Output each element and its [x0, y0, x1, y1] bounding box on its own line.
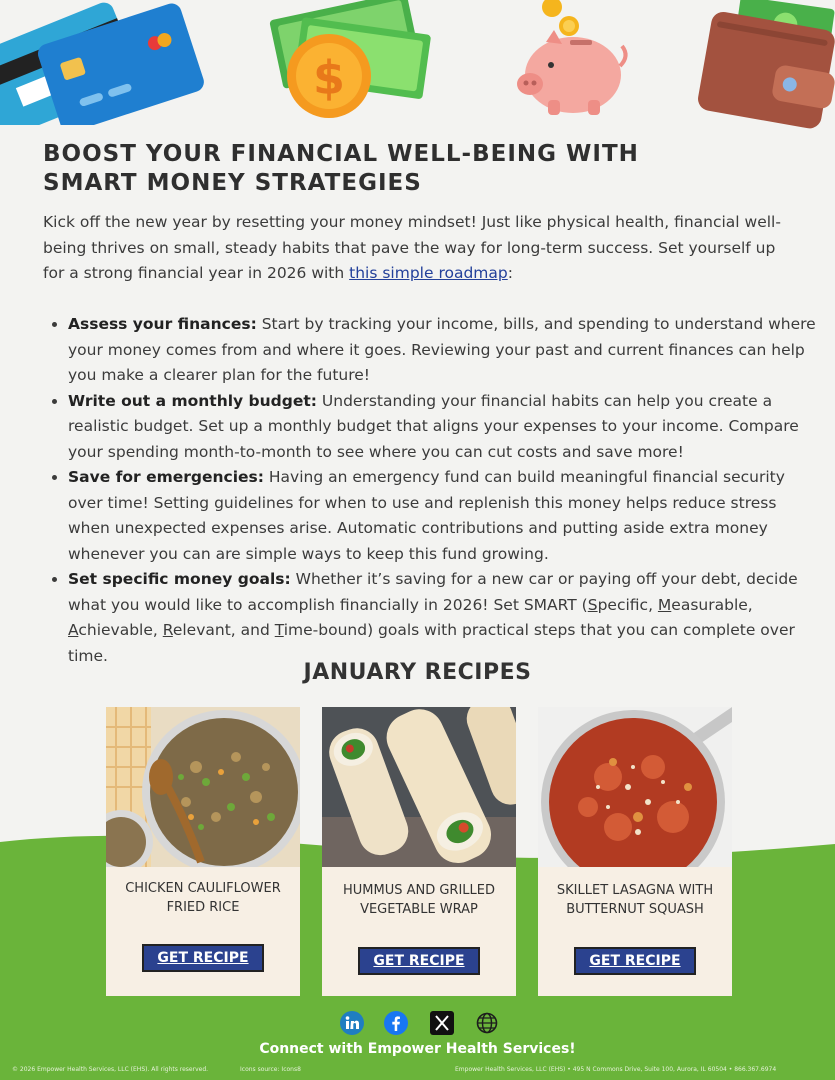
icons-source-text: Icons source: Icons8	[240, 1066, 301, 1073]
get-recipe-button[interactable]: GET RECIPE	[574, 947, 696, 975]
get-recipe-button[interactable]: GET RECIPE	[358, 947, 480, 975]
recipe-card	[106, 707, 300, 996]
recipe-card	[538, 707, 732, 996]
roadmap-link[interactable]: this simple roadmap	[349, 264, 508, 282]
linkedin-icon[interactable]	[340, 1011, 364, 1035]
copyright-text: © 2026 Empower Health Services, LLC (EHS). All rights reserved.	[12, 1066, 209, 1073]
get-recipe-button[interactable]: GET RECIPE	[142, 944, 264, 972]
intro-paragraph: Kick off the new year by resetting your money mindset! Just like physical health, financial well-being thrives on small, steady habits that pave the way for long-term success. Set yourself up for a strong financial year in 2026 with this simple roadmap:	[43, 213, 781, 282]
fried-rice-photo	[106, 707, 300, 867]
address-text: Empower Health Services, LLC (EHS) • 495 N Commons Drive, Suite 100, Aurora, IL 60504 • 866.367.6974	[455, 1066, 777, 1073]
list-item: • Save for emergencies: Having an emergency fund can build meaningful financial security over time! Setting guidelines for when to use and replenish this money helps reduce stress when unexpected expenses arise. Automatic contributions and putting aside extra money whenever you can are simple ways to keep this fund growing.	[68, 465, 823, 567]
x-icon[interactable]	[430, 1011, 454, 1035]
article-title: BOOST YOUR FINANCIAL WELL-BEING WITH SMART MONEY STRATEGIES	[43, 141, 639, 196]
tips-list	[43, 312, 823, 669]
hummus-wrap-photo	[322, 707, 516, 867]
lasagna-photo	[538, 707, 732, 867]
recipe-title: SKILLET LASAGNA WITH BUTTERNUT SQUASH	[556, 883, 714, 917]
list-item: • Set specific money goals: Whether it’s saving for a new car or paying off your debt, decide what you would like to accomplish financially in 2026! Set SMART (Specific, Measurable, Achievable, Relevant, and Time-bound) goals with practical steps that you can complete over time.	[68, 567, 823, 669]
recipes-heading: JANUARY RECIPES	[303, 660, 532, 685]
globe-icon[interactable]	[475, 1011, 499, 1035]
facebook-icon[interactable]	[384, 1011, 408, 1035]
recipe-title: CHICKEN CAULIFLOWER FRIED RICE	[125, 881, 281, 915]
list-item: • Write out a monthly budget: Understanding your financial habits can help you create a realistic budget. Set up a monthly budget that aligns your expenses to your income. Compare your spending month-to-month to see where you can cut costs and save more!	[68, 389, 823, 466]
connect-text: Connect with Empower Health Services!	[259, 1041, 576, 1057]
recipe-card	[322, 707, 516, 996]
credit-cards-illustration	[0, 0, 205, 125]
recipe-title: HUMMUS AND GRILLED VEGETABLE WRAP	[342, 883, 496, 917]
piggy-bank-illustration	[508, 0, 633, 122]
cash-coin-illustration	[262, 0, 437, 125]
svg-text:$: $	[312, 51, 346, 105]
wallet-illustration	[695, 0, 835, 135]
list-item: • Assess your finances: Start by tracking your income, bills, and spending to understand where your money comes from and where it goes. Reviewing your past and current finances can help you make a clearer plan for the future!	[68, 312, 823, 389]
